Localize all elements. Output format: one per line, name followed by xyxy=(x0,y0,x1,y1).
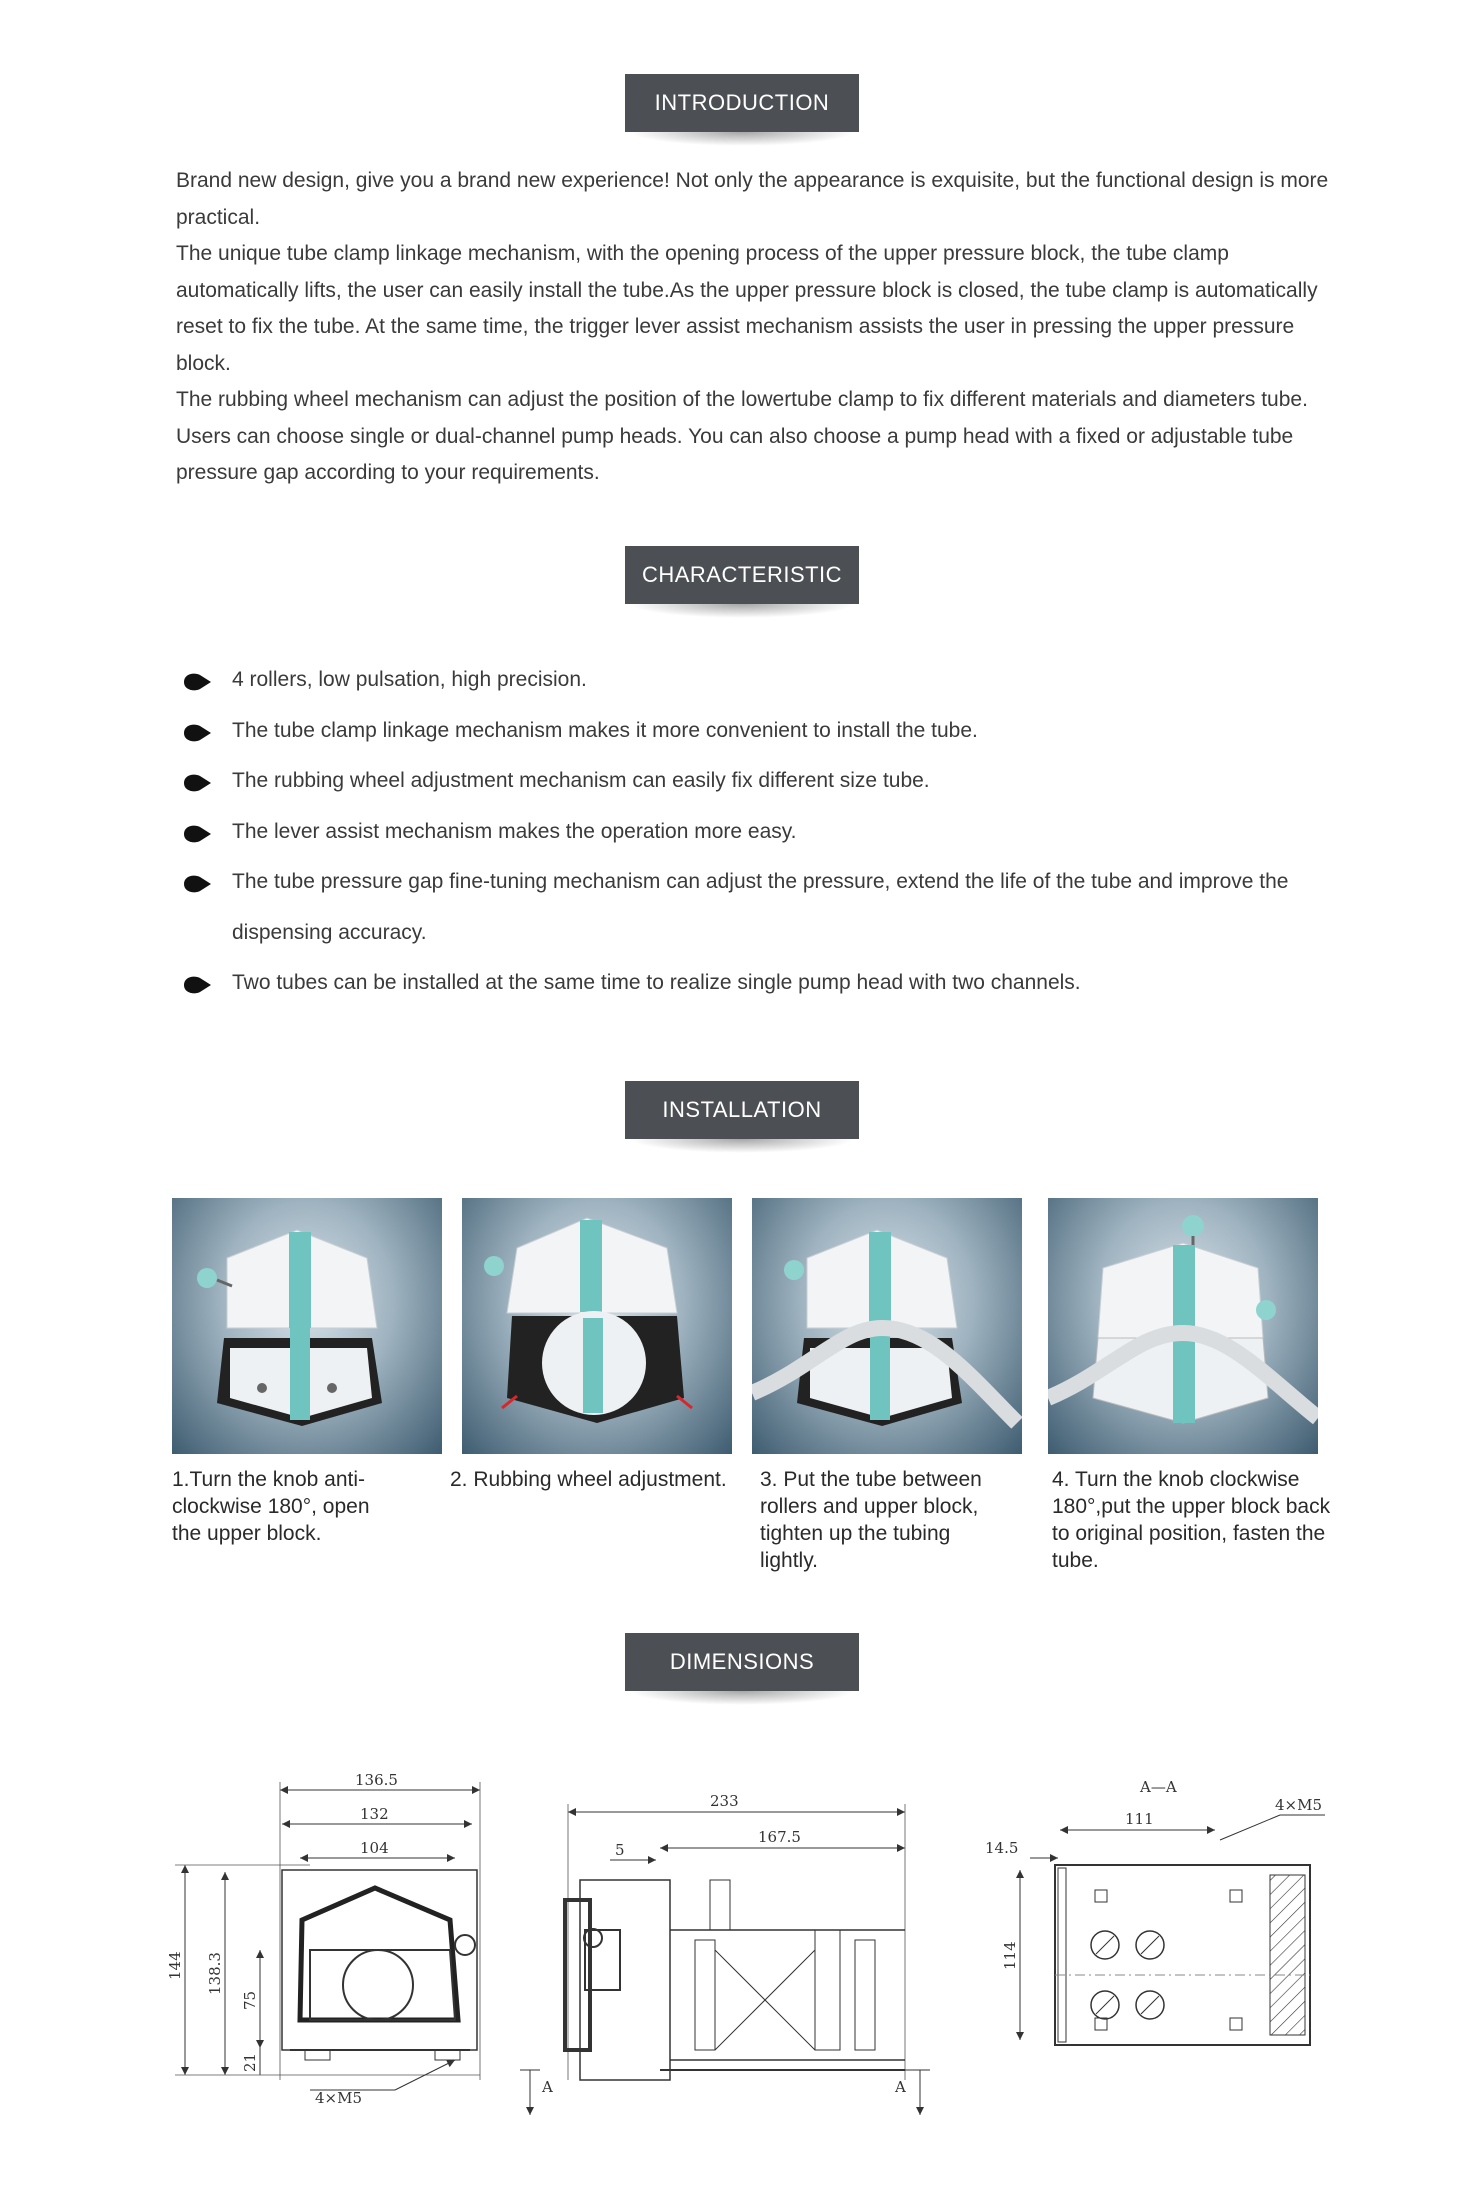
intro-paragraph-3: The rubbing wheel mechanism can adjust the position of the lowertube clamp to fix different materials and diameters tube. Users can choose single or dual-channel pump heads. You can also choose a pump head with a fixed or adjustable tube pressure gap according to your requirements. xyxy=(176,388,1308,484)
characteristic-header-label: CHARACTERISTIC xyxy=(625,546,859,604)
bullet-icon xyxy=(182,671,212,693)
characteristic-text: The rubbing wheel adjustment mechanism can easily fix different size tube. xyxy=(232,769,930,792)
characteristic-text: The lever assist mechanism makes the operation more easy. xyxy=(232,819,797,843)
characteristic-header xyxy=(0,546,1484,604)
side-view-drawing xyxy=(510,1770,970,2140)
characteristic-list xyxy=(180,655,1340,1009)
step-1-image xyxy=(172,1198,442,1454)
section-marker-right: A xyxy=(895,2078,906,2096)
bullet-icon xyxy=(182,873,212,895)
introduction-header xyxy=(0,74,1484,132)
pump-head-open-icon xyxy=(172,1198,442,1454)
dim-section-w1: 14.5 xyxy=(985,1839,1019,1857)
dim-section-holes: 4×M5 xyxy=(1275,1796,1323,1814)
dim-side-w1: 233 xyxy=(710,1792,739,1810)
installation-header xyxy=(0,1081,1484,1139)
dim-side-w2: 167.5 xyxy=(758,1828,801,1846)
introduction-header-label: INTRODUCTION xyxy=(625,74,859,132)
step-4-caption: 4. Turn the knob clockwise 180°,put the upper block back to original position, fasten the tube. xyxy=(1052,1468,1331,1572)
characteristic-text: 4 rollers, low pulsation, high precision. xyxy=(232,668,587,691)
installation-header-label: INSTALLATION xyxy=(625,1081,859,1139)
dim-section-h1: 114 xyxy=(1001,1941,1019,1970)
bullet-icon xyxy=(182,974,212,996)
dim-front-w1: 136.5 xyxy=(355,1771,398,1789)
step-2-image xyxy=(462,1198,732,1454)
dim-front-h3: 75 xyxy=(241,1990,259,2010)
step-3-caption: 3. Put the tube between rollers and upper block, tighten up the tubing lightly. xyxy=(760,1468,982,1572)
introduction-text xyxy=(176,163,1336,492)
step-4-image xyxy=(1048,1198,1318,1454)
dim-front-w2: 132 xyxy=(360,1805,389,1823)
characteristic-text: The tube pressure gap fine-tuning mechanism can adjust the pressure, extend the life of the tube and improve the dispensing accuracy. xyxy=(232,870,1289,944)
pump-head-tube-icon xyxy=(752,1198,1022,1454)
pump-head-closed-icon xyxy=(1048,1198,1318,1454)
characteristic-item xyxy=(180,857,1300,958)
dimensions-header-label: DIMENSIONS xyxy=(625,1633,859,1691)
characteristic-item xyxy=(180,756,1340,807)
intro-paragraph-2: The unique tube clamp linkage mechanism, with the opening process of the upper pressure block, the tube clamp automatically lifts, the user can easily install the tube.As the upper pressure block is closed, the tube clamp is automatically reset to fix the tube. At the same time, the trigger lever assist mechanism assists the user in pressing the upper pressure block. xyxy=(176,242,1318,375)
dim-side-w3: 5 xyxy=(615,1841,625,1859)
pump-head-rollers-icon xyxy=(462,1198,732,1454)
bullet-icon xyxy=(182,772,212,794)
characteristic-item xyxy=(180,807,1340,858)
characteristic-item xyxy=(180,958,1340,1009)
dim-front-h1: 144 xyxy=(166,1951,184,1980)
section-view-drawing xyxy=(970,1770,1330,2090)
dim-front-holes: 4×M5 xyxy=(315,2089,363,2107)
characteristic-item xyxy=(180,655,1340,706)
dim-section-w2: 111 xyxy=(1125,1810,1154,1828)
step-1-caption: 1.Turn the knob anti-clockwise 180°, open the upper block. xyxy=(172,1468,370,1545)
dim-front-w3: 104 xyxy=(360,1839,389,1857)
step-2-caption: 2. Rubbing wheel adjustment. xyxy=(450,1468,727,1491)
characteristic-item xyxy=(180,706,1340,757)
intro-paragraph-1: Brand new design, give you a brand new experience! Not only the appearance is exquisite, but the functional design is more practical. xyxy=(176,169,1329,229)
step-3-image xyxy=(752,1198,1022,1454)
dim-front-h4: 21 xyxy=(241,2052,259,2072)
characteristic-text: The tube clamp linkage mechanism makes it more convenient to install the tube. xyxy=(232,718,978,742)
dimensions-header xyxy=(0,1633,1484,1691)
bullet-icon xyxy=(182,722,212,744)
characteristic-text: Two tubes can be installed at the same time to realize single pump head with two channels. xyxy=(232,971,1081,994)
bullet-icon xyxy=(182,823,212,845)
section-title: A—A xyxy=(1140,1778,1177,1796)
dim-front-h2: 138.3 xyxy=(206,1952,224,1995)
front-view-drawing xyxy=(160,1770,500,2130)
section-marker-left: A xyxy=(542,2078,553,2096)
